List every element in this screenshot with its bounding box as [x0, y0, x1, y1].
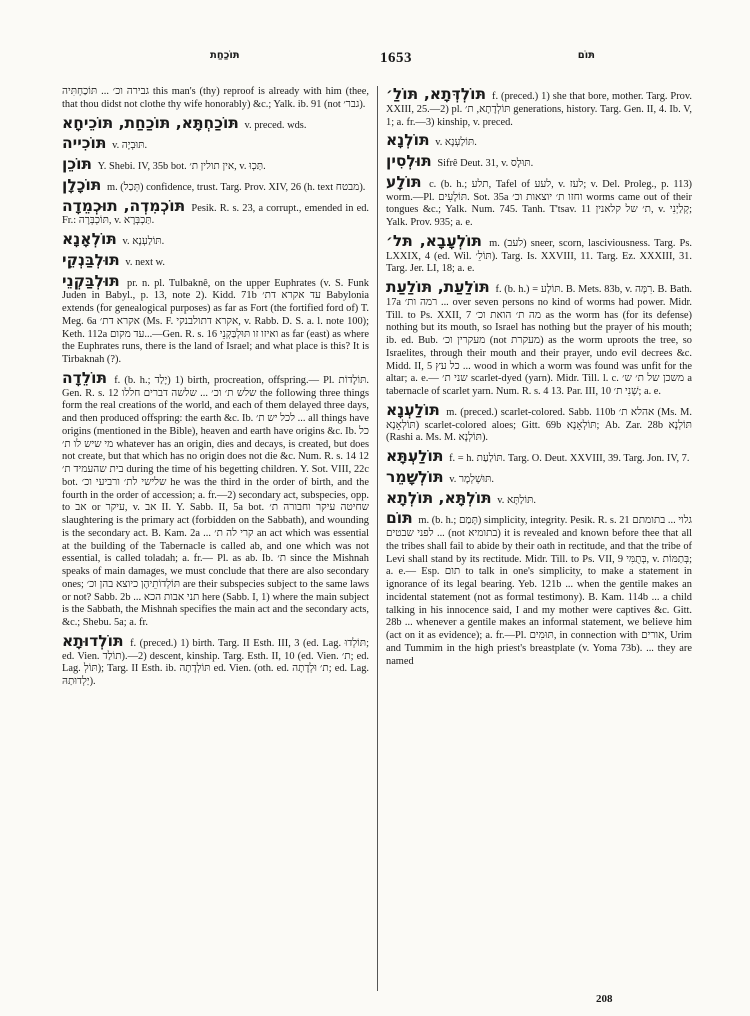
entry-text: v. preced. wds. — [244, 119, 307, 131]
entry-text: m. (לעב) sneer, scorn, lasciviousness. Targ. Ps. LXXIX, 4 (ed. Wil. תּוֹלֵ׳). Targ. Is. XXVIII, 11. Targ. Ez. XXXIII, 31. Targ. Jer. LI, 18; a. e. — [386, 237, 692, 275]
entry-headword: תּוּלְבַּנְקֵי — [62, 250, 120, 269]
entry-text: Y. Shebi. IV, 35b bot. אין תולין ת׳, v. תַּכְוּ. — [97, 161, 266, 172]
entry-text: גבירה וכ׳ ... תּוֹכַחְתִּיה this man's (thy) reproof is already with him (thee, that thou didst not clothe thy wife honorably) &c.; Yalk. ib. 91 (not גבר׳). — [62, 86, 369, 110]
dictionary-entry — [386, 469, 692, 487]
dictionary-entry — [386, 448, 692, 466]
entry-text: f. (b. h.; יָלַד) 1) birth, procreation, offspring.— Pl. תּוֹלָדוֹת. Gen. R. s. 12 שלש ת׳ וכ׳ ... שלשה דברים חללו the following three things form the real creations of the world, and each of them delayed three days, and then produced offspring: the earth &c. Ib. לכל יש ת׳ ... all things have origins (mentioned in the Bible), heaven and earth have origins &c. Ib. כל מי שיש לו ת׳ whatever has an origin, dies and decays, is created, but does not create, but that which has no origin does not die &c. Num. R. s. 14 12 בית שהעמיד ת׳ during the time of his begetting children. Y. Sot. VIII, 22c bot. שלישי לת׳ ורביעי וכ׳ he was the third in the order of birth, and the fourth in the order of accession; a. fr.—2) secondary act, subspecies, opp. to אב or עיקר, v. אב II. Y. Sabb. II, 5a bot. שחיטה עיקר וחבורה ת׳ slaughtering is the primary act (forbidden on the Sabbath), and wounding is the secondary act. B. Kam. 2a ... קרי לה ת׳ an act which was essential at the building of the Tabernacle is called ab, and one which was not essential, is called toladah; a. fr.— Pl. as ab. Ib. ת׳ since the Mishnah speaks of main damages, we must conclude that there are also secondary ones; תּוֹלְדוֹתֵיהֶן כיוצא בהן וכ׳ are their subspecies subject to the same laws or not? Sabb. 2b ... תני אבות הכא here (Sabb. I, 1) where the main subject is the Sabbath, the Mishnah specifies the main act and the secondary acts, &c.; Shebu. 5a; a. fr. — [62, 374, 369, 628]
dictionary-entry — [62, 86, 369, 112]
entry-text: pr. n. pl. Tulbaknê, on the upper Euphrates (v. S. Funk Juden in Babyl., p. 13, note 2). Kidd. 71b עד אקרא דת׳ Babylonia extends (for genealogical purposes) as far as Fort (the fortified ford of) T. Meg. 6a אקרא דת׳ (Ms. F. אקרא דתולבנקי, v. Rabb. D. S. a. l. note 100); Keth. 112a עד מקום...—Gen. R. s. 16 ואיזו זו תּוּלְבַּקְנֵי as far (east) as where the Euphrates runs, there is the land of Israel; and what place is this? It is Tirbaknah (?). — [62, 277, 369, 365]
entry-headword: תּוֹכִייה — [62, 134, 107, 153]
entry-text: v. תּוּשְׁלְמָר. — [449, 473, 495, 485]
dictionary-entry — [62, 370, 369, 630]
page-number: 1653 — [380, 50, 412, 66]
dictionary-entry — [386, 132, 692, 150]
entry-headword: תּוֹלְשָׁמֵר — [386, 467, 444, 486]
dictionary-entry — [386, 279, 692, 399]
entry-headword: תּוֹכְמִדְה, תוּכְמֵדָה — [62, 196, 186, 215]
dictionary-entry — [386, 153, 692, 171]
entry-headword: תּוֹכַחְתָּא, תּוֹכַחַת, תּוֹכֵיחָא — [62, 113, 239, 132]
right-running-head: תּוֹם — [577, 50, 595, 61]
dictionary-entry — [62, 231, 369, 249]
dictionary-entry — [386, 233, 692, 276]
column-divider — [377, 86, 378, 991]
page-footer-number: 208 — [596, 993, 613, 1005]
entry-headword: תּוֹלַעַת, תּוֹלַעַת — [386, 278, 490, 296]
left-running-head: תּוֹכַחַת — [210, 50, 240, 61]
entry-headword: תּוֹכֵן — [62, 155, 93, 173]
dictionary-entry — [386, 490, 692, 508]
entry-text: Sifrê Deut. 31, v. תּוּלָס. — [437, 158, 534, 169]
entry-text: v. תּוֹלַעְנָא. — [122, 236, 165, 247]
entry-text: f. (preced.) 1) she that bore, mother. Targ. Prov. XXIII, 25.—2) pl. תּוֹלְדָתָא, ת׳ generations, history. Targ. Gen. II, 4. Ib. V, 1; a. fr.—3) kinship, v. preced. — [386, 91, 692, 128]
entry-headword: תּוֹלַעְנָא — [386, 400, 440, 419]
entry-headword: תּוֹכָלָן — [62, 175, 102, 194]
entry-headword: תּוּלְסִין — [386, 152, 432, 170]
page-header — [60, 50, 710, 76]
entry-text: f. = h. תּוֹלַעַת. Targ. O. Deut. XXVIII, 39. Targ. Jon. IV, 7. — [449, 453, 690, 464]
dictionary-entry — [386, 174, 692, 230]
entry-headword: תּוֹלֵדָה — [62, 368, 108, 387]
entry-headword: תּוֹלְדְּתָא, תּוֹלַ׳ — [386, 86, 487, 103]
dictionary-entry — [62, 252, 369, 270]
dictionary-entry — [62, 273, 369, 367]
dictionary-entry — [62, 633, 369, 689]
entry-headword: תּוֹלַעְתָּא — [386, 447, 444, 465]
dictionary-entry — [62, 135, 369, 153]
left-column — [62, 86, 369, 991]
dictionary-entry — [62, 177, 369, 195]
entry-text: c. (b. h.; תלע, Tafel of לעע, v. לעז; v. Del. Proleg., p. 113) worm.—Pl. תּוֹלָעִים. Sot. 35a וחזו ת׳ יוצאות וכ׳ worms came out of their tongues &c.; Yalk. Num. 745. Tanh. T'tsav. 11 ת׳ של קלאנין, v. קְלַיְנִי; Yalk. Prov. 935; a. e. — [386, 178, 692, 228]
dictionary-entry — [386, 510, 692, 668]
dictionary-entry — [386, 402, 692, 445]
entry-headword: תּוֹלְעָבָא, תּל׳ — [386, 231, 482, 250]
entry-headword: תּוֹלְדוּתָא — [62, 631, 124, 650]
dictionary-entry — [62, 156, 369, 174]
dictionary-entry — [386, 86, 692, 129]
entry-text: m. (preced.) scarlet-colored. Sabb. 110b אהלא ת׳ (Ms. M. תּוֹלְאָנָא) scarlet-colored aloes; Gitt. 69b תּוֹלְאָנָא; Ab. Zar. 28b תּוֹלְנָא (Rashi a. Ms. M. תּוֹלְנָא). — [386, 406, 692, 444]
entry-headword: תּוֹלְתָּא, תּוֹלְתָא — [386, 488, 492, 507]
entry-text: m. (b. h.; תָּמַם) simplicity, integrity. Pesik. R. s. 21 גלוי ... בתומתם לפני שבטים ... (not בתומיא) it is revealed and known before thee that all the tribes shall fail to abide by their oath in rectitude, and that the tribe of Levi shall stand by its rectitude. Midr. Till. to Ps. VII, 9 בְּתֻמִּי, v. בְּתַמּוֹת; a. e.— Esp. תום to talk in one's simplicity, to make a statement in ignorance of its legal bearing. Yeb. 121b ... when the gentile makes an incidental statement (not as formal testimony). B. Kam. 114b ... a child talking in his innocence said, I and my mother were captives &c. Gitt. 28b ... whenever a gentile makes an informal statement, we believe him (act on it as evidence); a. fr.—Pl. תּוּמִים, in connection with אורים, Urim and Tummim in the high priest's breastplate (v. Yoma 73b). ... they are named — [386, 515, 692, 667]
dictionary-entry — [62, 115, 369, 133]
entry-headword: תּוֹלְאָנָא — [62, 230, 117, 248]
entry-headword: תּוֹם — [386, 509, 413, 528]
entry-headword: תּוֹלְנָא — [386, 131, 430, 150]
entry-headword: תּוֹלָע — [386, 172, 422, 191]
entry-text: f. (b. h.) = תּוֹלָע. B. Mets. 83b, v. רִמָּה. B. Bath. 17a רמה ות׳ ... over seven persons no kind of worms had power. Midr. Till. to Ps. XXII, 7 מה ת׳ הואת וכ׳ as the worm has (for its defense) nothing but its mouth, so Israel has nothing but the prayer of his mouth; ib. ed. Bub. מעקרין וכ׳ (not מעקרת) as the worm uproots the tree, so Israelites, through their mouth and their prayer, undo evil decrees &c. Midd. II, 5 כל עץ ... wood in which a worm was found was unfit for the altar; a. e.— שני ת׳ scarlet-dyed (yarn). Midr. Till. l. c. משכן של ת׳ ש׳ a tabernacle of scarlet yarn. Num. R. s. 4 13. Par. III, 10 שְׁנִי ת׳; a. e. — [386, 284, 692, 397]
entry-text: f. (preced.) 1) birth. Targ. II Esth. III, 3 (ed. Lag. תּוֹלְדוּ; ed. Vien. תוֹלַד).—2) descent, kinship. Targ. Esth. II, 10 (ed. Vien. ת׳; ed. Lag. תּוֹלְ); Targ. II Esth. ib. תּוֹלְדָתָה ed. Vien. (oth. ed. ת׳ וּלְדָתָה; ed. Lag. יַלְדוּתַהּ). — [62, 637, 369, 687]
entry-text: v. next w. — [125, 256, 165, 268]
entry-text: v. תּוֹלַתָּא. — [497, 494, 536, 506]
entry-text: v. תּוּבְיָה. — [112, 140, 148, 152]
entry-text: m. (תְּכַל) confidence, trust. Targ. Prov. XIV, 26 (h. text מבטח). — [107, 181, 366, 193]
entry-text: Pesik. R. s. 23, a corrupt., emended in ed. Fr.: תּוֹכְבְּרָה, v. תַּכְבְּרָא. — [62, 202, 369, 227]
right-column — [386, 86, 692, 991]
entry-headword: תּוּלְבַּקְנֵי — [62, 271, 120, 290]
dictionary-entry — [62, 198, 369, 229]
entry-text: v. תּוֹלַעְנָא. — [435, 137, 477, 149]
